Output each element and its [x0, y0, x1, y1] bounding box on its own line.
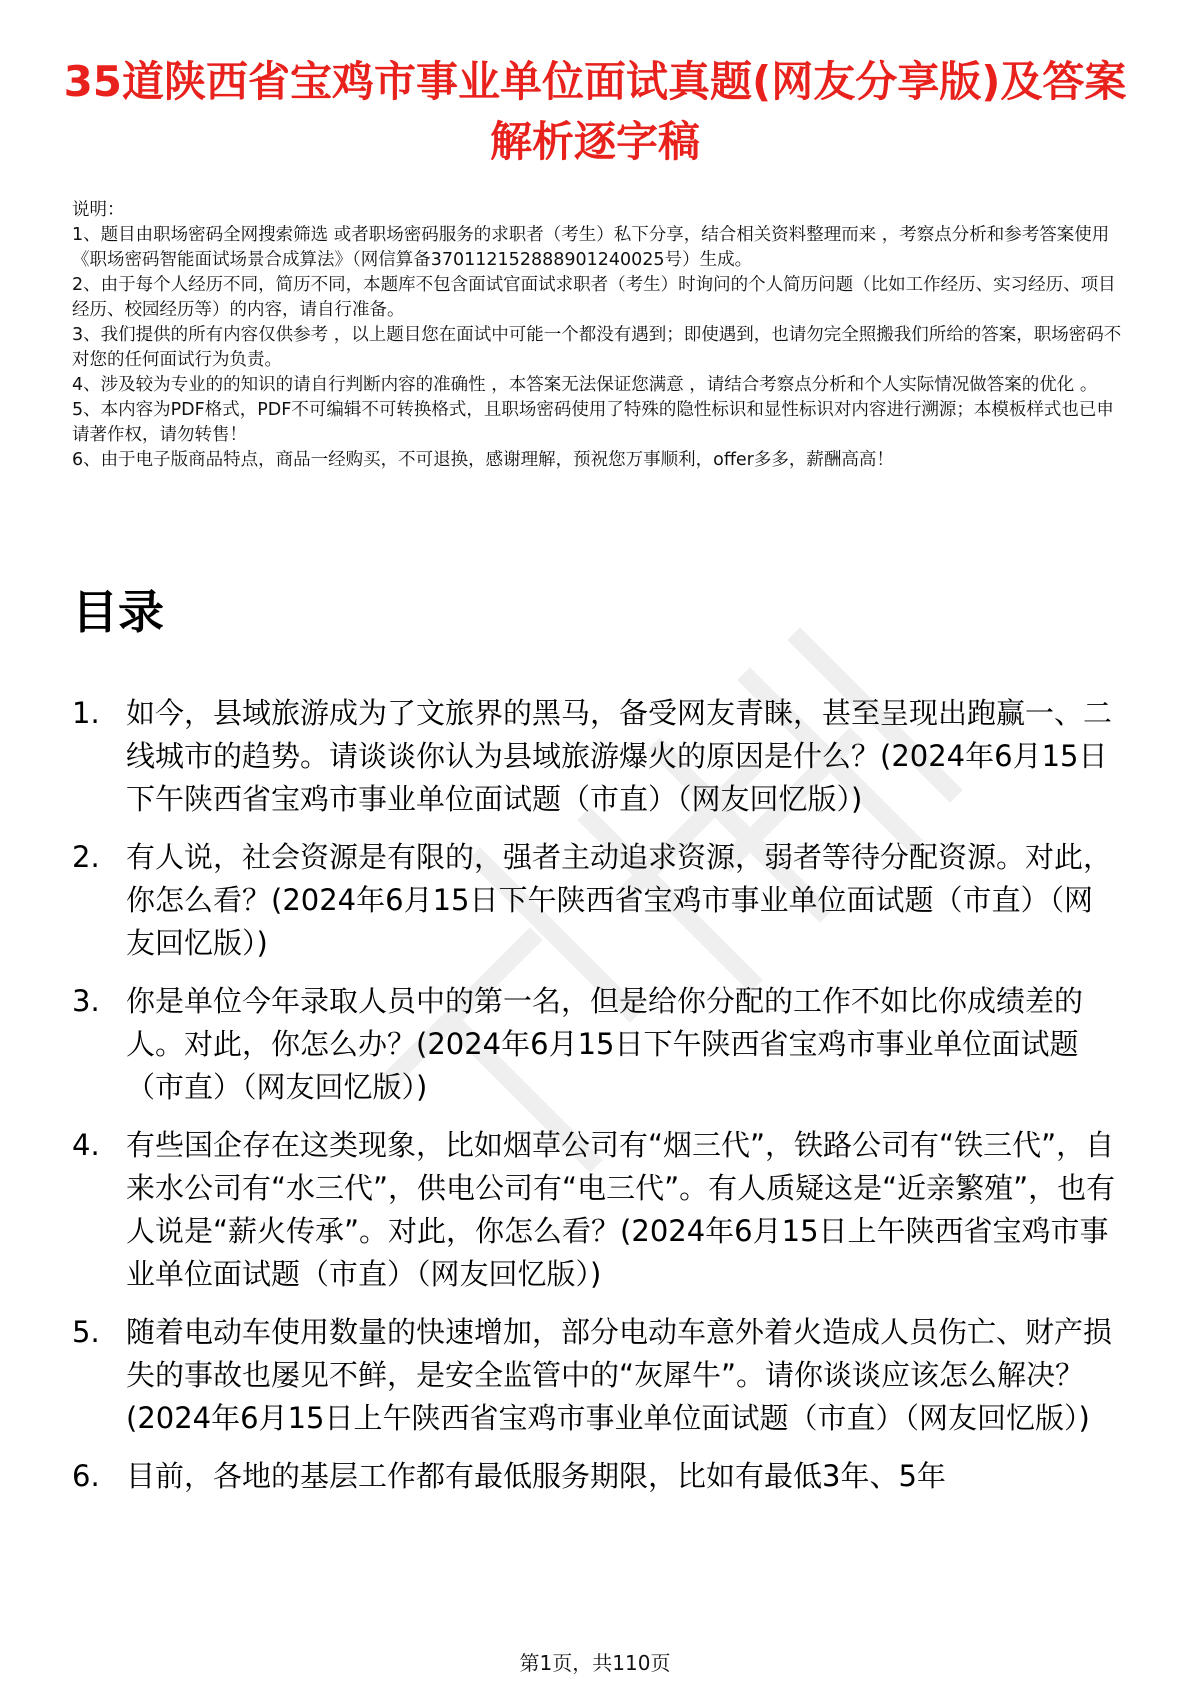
note-item: 3、我们提供的所有内容仅供参考 ，以上题目您在面试中可能一个都没有遇到；即使遇到，也请勿完全照搬我们所给的答案，职场密码不对您的任何面试行为负责。 — [72, 325, 1122, 370]
toc-item-text: 随着电动车使用数量的快速增加，部分电动车意外着火造成人员伤亡、财产损失的事故也屡见不鲜，是安全监管中的“灰犀牛”。请你谈谈应该怎么解决？(2024年6月15日上午陕西省宝鸡市事业单位面试题（市直）（网友回忆版）) — [126, 1315, 1113, 1435]
toc-item[interactable] — [72, 692, 1132, 821]
document-title: 35道陕西省宝鸡市事业单位面试真题(网友分享版)及答案解析逐字稿 — [63, 57, 1127, 166]
toc-item-text: 目前，各地的基层工作都有最低服务期限，比如有最低3年、5年 — [126, 1459, 946, 1493]
note-item: 2、由于每个人经历不同，简历不同，本题库不包含面试官面试求职者（考生）时询问的个人简历问题（比如工作经历、实习经历、项目经历、校园经历等）的内容，请自行准备。 — [72, 275, 1116, 320]
toc-item-text: 你是单位今年录取人员中的第一名，但是给你分配的工作不如比你成绩差的人。对此，你怎么办？(2024年6月15日下午陕西省宝鸡市事业单位面试题（市直）（网友回忆版）) — [126, 984, 1084, 1104]
toc-item[interactable] — [72, 1455, 1132, 1498]
toc-item-number: 6. — [72, 1459, 100, 1493]
note-item: 4、涉及较为专业的的知识的请自行判断内容的准确性 ，本答案无法保证您满意 ，请结合考察点分析和个人实际情况做答案的优化 。 — [72, 375, 1098, 395]
note-item: 5、本内容为PDF格式，PDF不可编辑不可转换格式，且职场密码使用了特殊的隐性标识和显性标识对内容进行溯源；本模板样式也已申请著作权，请勿转售！ — [72, 400, 1114, 445]
note-item: 6、由于电子版商品特点，商品一经购买，不可退换，感谢理解，预祝您万事顺利，offer多多，薪酬高高！ — [72, 450, 894, 470]
toc-item[interactable] — [72, 1124, 1132, 1296]
toc-item-number: 5. — [72, 1315, 100, 1349]
notes-section — [72, 198, 1122, 473]
note-item: 1、题目由职场密码全网搜索筛选 或者职场密码服务的求职者（考生）私下分享，结合相关资料整理而来 ，考察点分析和参考答案使用《职场密码智能面试场景合成算法》（网信算备370112152888901240025号）生成。 — [72, 225, 1110, 270]
toc-item[interactable] — [72, 1311, 1132, 1440]
toc-item-text: 有些国企存在这类现象，比如烟草公司有“烟三代”，铁路公司有“铁三代”，自来水公司有“水三代”，供电公司有“电三代”。有人质疑这是“近亲繁殖”，也有人说是“薪火传承”。对此，你怎么看？(2024年6月15日上午陕西省宝鸡市事业单位面试题（市直）（网友回忆版）) — [126, 1128, 1116, 1291]
toc-item-number: 1. — [72, 696, 100, 730]
toc-item-number: 3. — [72, 984, 100, 1018]
toc-item-text: 如今，县域旅游成为了文旅界的黑马，备受网友青睐，甚至呈现出跑赢一、二线城市的趋势。请谈谈你认为县域旅游爆火的原因是什么？(2024年6月15日下午陕西省宝鸡市事业单位面试题（市直）（网友回忆版）) — [126, 696, 1113, 816]
toc-item-text: 有人说，社会资源是有限的，强者主动追求资源，弱者等待分配资源。对此，你怎么看？(2024年6月15日下午陕西省宝鸡市事业单位面试题（市直）（网友回忆版）) — [126, 840, 1113, 960]
toc-item[interactable] — [72, 836, 1132, 965]
toc-item[interactable] — [72, 980, 1132, 1109]
toc-item-number: 4. — [72, 1128, 100, 1162]
toc-heading: 目录 — [72, 585, 164, 639]
toc-list — [72, 692, 1132, 1513]
toc-item-number: 2. — [72, 840, 100, 874]
page-footer: 第1页，共110页 — [519, 1651, 671, 1675]
notes-heading: 说明： — [72, 200, 125, 220]
